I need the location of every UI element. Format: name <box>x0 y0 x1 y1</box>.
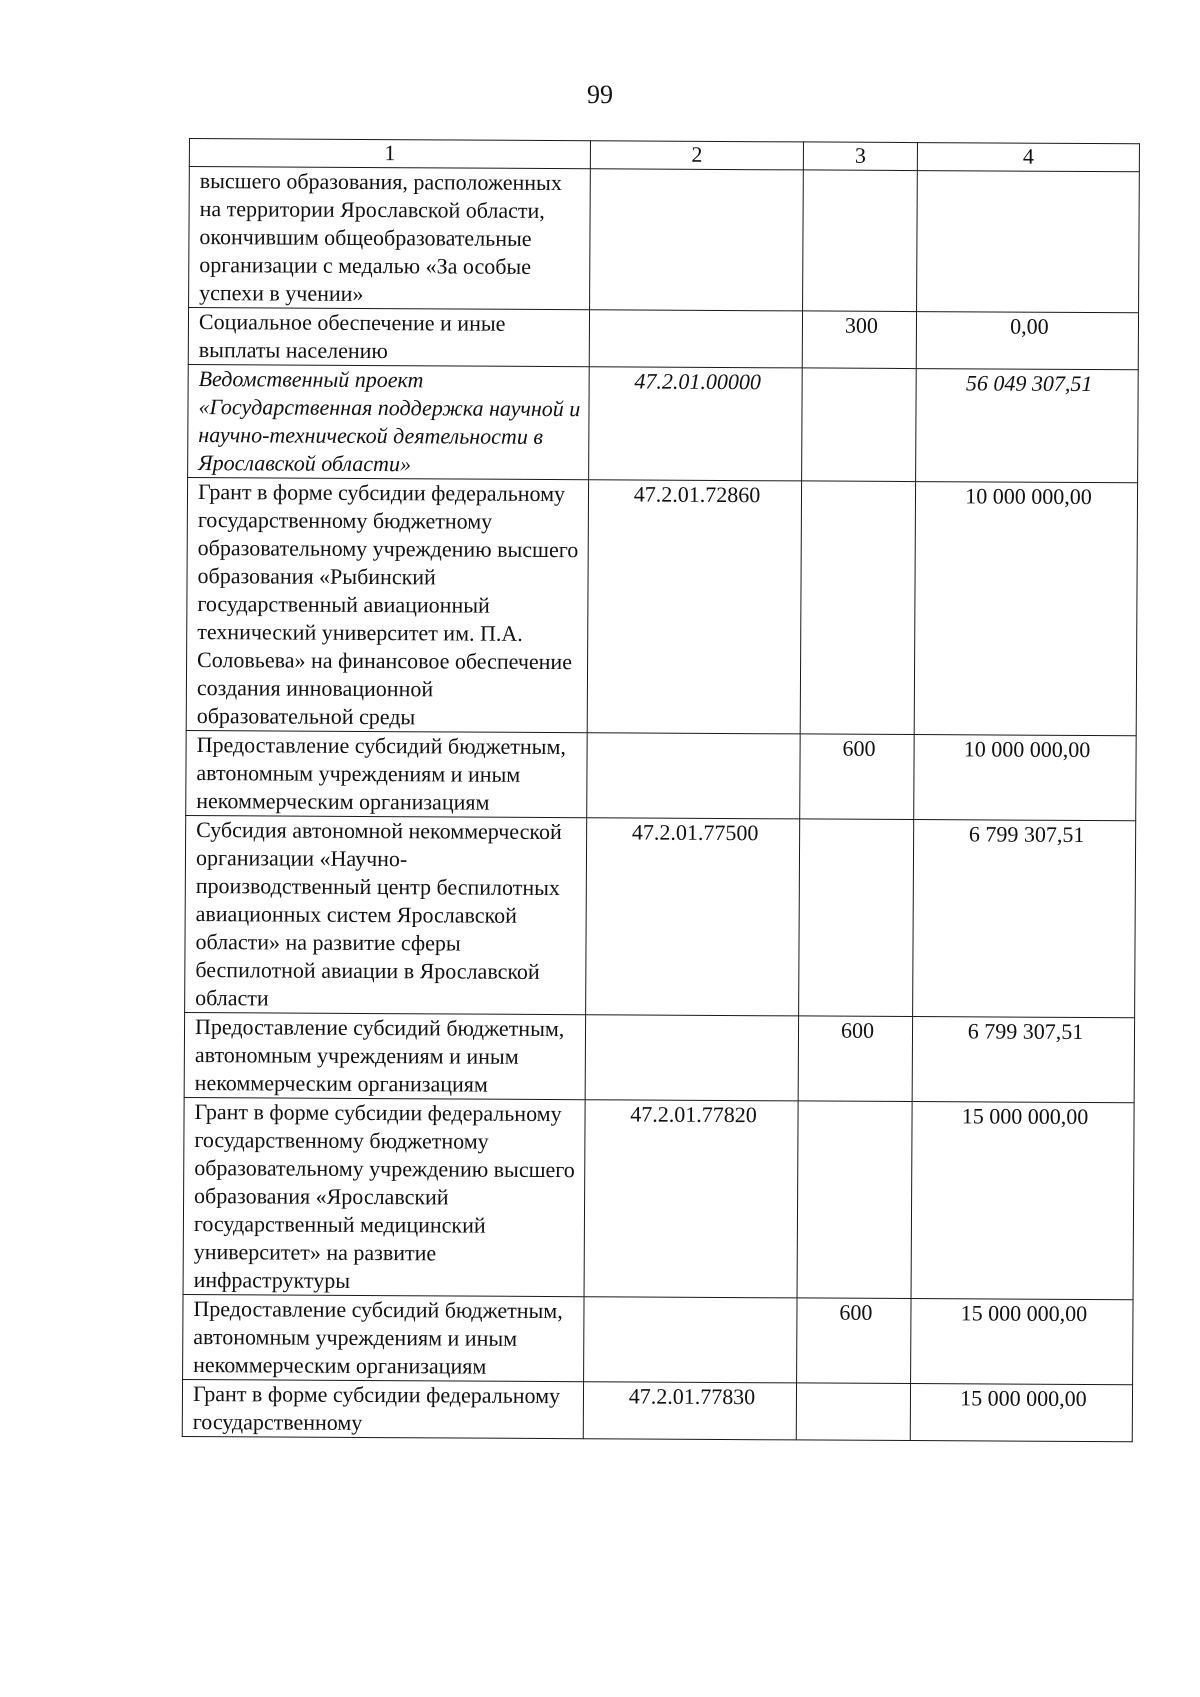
table-row <box>183 1097 1134 1299</box>
row-expense-type <box>797 1101 912 1299</box>
row-amount: 6 799 307,51 <box>913 820 1136 1018</box>
row-amount: 10 000 000,00 <box>914 735 1136 821</box>
row-code <box>589 310 802 368</box>
column-header-3: 3 <box>803 142 917 171</box>
table-row <box>188 364 1139 482</box>
row-name: Грант в форме субсидии федеральному государственному бюджетному образовательному учреждению высшего образования «Рыбинский государственный авиационный технический университет им. П.А. Соловьева» на финансовое обеспечение создания инновационной образовательной среды <box>186 477 588 732</box>
table-row <box>189 167 1140 313</box>
row-code: 47.2.01.72860 <box>587 480 801 734</box>
row-code <box>590 169 804 311</box>
table-row <box>188 308 1138 370</box>
row-amount: 10 000 000,00 <box>914 482 1137 736</box>
row-name: Социальное обеспечение и иные выплаты населению <box>188 308 589 367</box>
row-name: Ведомственный проект «Государственная поддержка научной и научно-технической деятельности в Ярославской области» <box>188 364 590 479</box>
row-amount: 15 000 000,00 <box>911 1102 1134 1300</box>
budget-table <box>182 138 1140 1442</box>
row-expense-type: 600 <box>797 1298 911 1384</box>
row-name: Грант в форме субсидии федеральному государственному <box>182 1379 583 1438</box>
row-code: 47.2.01.77500 <box>586 818 800 1016</box>
row-expense-type: 600 <box>800 734 914 820</box>
row-name: Предоставление субсидий бюджетным, автономным учреждениям и иным некоммерческим организациям <box>184 1012 585 1099</box>
table-row <box>183 1294 1133 1384</box>
row-amount <box>917 171 1140 313</box>
row-expense-type <box>799 819 914 1017</box>
table-row <box>186 730 1136 820</box>
row-code <box>584 1297 797 1383</box>
column-header-1: 1 <box>189 139 590 169</box>
row-code <box>587 733 800 819</box>
row-expense-type <box>802 368 917 482</box>
row-code <box>585 1015 798 1101</box>
row-code: 47.2.01.77830 <box>583 1382 796 1440</box>
column-header-2: 2 <box>590 141 803 170</box>
row-expense-type <box>800 481 915 735</box>
row-expense-type <box>796 1383 910 1441</box>
row-amount: 15 000 000,00 <box>911 1299 1133 1385</box>
row-name: Предоставление субсидий бюджетным, автономным учреждениям и иным некоммерческим организациям <box>186 730 587 817</box>
row-name: высшего образования, расположенных на территории Ярославской области, окончившим общеобразовательные организации с медалью «За особые успехи в учении» <box>189 167 591 310</box>
row-name: Грант в форме субсидии федеральному государственному бюджетному образовательному учреждению высшего образования «Ярославский государственный медицинский университет» на развитие инфраструктуры <box>183 1097 585 1296</box>
row-amount: 6 799 307,51 <box>912 1017 1134 1103</box>
row-amount: 15 000 000,00 <box>910 1384 1132 1442</box>
row-name: Предоставление субсидий бюджетным, автономным учреждениям и иным некоммерческим организациям <box>183 1294 584 1381</box>
row-name: Субсидия автономной некоммерческой организации «Научно-производственный центр беспилотных авиационных систем Ярославской области» на развитие сферы беспилотной авиации в Ярославской области <box>185 815 587 1014</box>
table-row <box>182 1379 1132 1441</box>
row-expense-type: 300 <box>802 311 916 369</box>
table-row <box>186 477 1137 735</box>
table-row <box>185 815 1136 1017</box>
table-row <box>184 1012 1134 1102</box>
row-code: 47.2.01.77820 <box>584 1100 798 1298</box>
page-number: 99 <box>587 80 613 109</box>
row-code: 47.2.01.00000 <box>589 367 803 481</box>
row-expense-type: 600 <box>798 1016 912 1102</box>
row-amount: 0,00 <box>916 312 1138 370</box>
row-amount: 56 049 307,51 <box>916 369 1139 483</box>
row-expense-type <box>803 170 918 312</box>
column-header-4: 4 <box>917 143 1139 172</box>
